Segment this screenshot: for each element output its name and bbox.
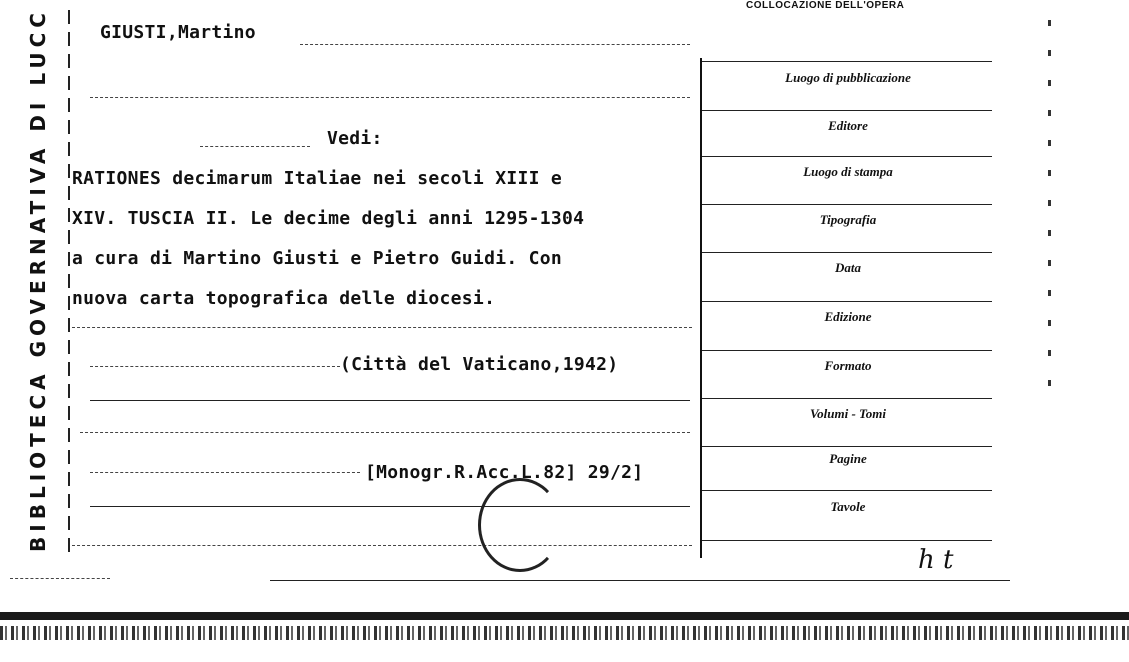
field-box [700,58,994,558]
field-editore: Editore [828,118,868,133]
rule-line [90,400,690,401]
left-margin-rule [68,10,70,555]
library-vertical-label [18,0,58,560]
title-line-3: a cura di Martino Giusti e Pietro Guidi. Con [72,248,563,269]
library-stamp [478,478,562,572]
field-tipografia: Tipografia [819,212,877,227]
rule-line [90,472,360,473]
field-formato: Formato [824,358,872,373]
card-bottom-edge [270,580,1010,581]
field-pagine: Pagine [829,451,867,466]
title-line-1: RATIONES decimarum Italiae nei secoli XIII e [72,168,563,189]
field-data: Data [835,260,861,275]
rule-line [702,446,992,447]
rule-line [702,110,992,111]
rule-line [702,490,992,491]
field-luogo-stampa: Luogo di stampa [803,164,893,179]
library-name: BIBLIOTECA GOVERNATIVA DI LUCC [26,8,50,552]
handwritten-mark: ℎ t [918,545,954,575]
header-caption: COLLOCAZIONE DELL'OPERA [746,0,905,11]
shelfmark: [Monogr.R.Acc.L.82] 29/2] [365,462,644,483]
title-line-2: XIV. TUSCIA II. Le decime degli anni 1295-1304 [72,208,585,229]
field-luogo-pubblicazione: Luogo di pubblicazione [785,70,911,85]
rule-line [10,578,110,579]
rule-line [90,506,690,507]
rule-line [300,44,690,45]
rule-line [702,398,992,399]
rule-line [702,540,992,541]
scan-edge-noise [1048,20,1051,410]
rule-line [90,366,340,367]
rule-line [702,350,992,351]
field-volumi-tomi: Volumi - Tomi [809,406,887,421]
imprint: (Città del Vaticano,1942) [340,354,619,375]
rule-line [702,61,992,62]
rule-line [80,432,690,433]
rule-line [72,545,692,546]
scan-border-noise [0,626,1129,640]
title-line-4: nuova carta topografica delle diocesi. [72,288,496,309]
rule-line [702,301,992,302]
see-label: Vedi: [327,128,383,149]
rule-line [702,204,992,205]
rule-line [72,327,692,328]
rule-line [702,252,992,253]
rule-line [90,97,690,98]
field-tavole: Tavole [830,499,866,514]
scan-border-bar [0,612,1129,620]
rule-line [702,156,992,157]
field-edizione: Edizione [824,309,872,324]
rule-line [200,146,310,147]
author-heading: GIUSTI,Martino [100,22,256,43]
